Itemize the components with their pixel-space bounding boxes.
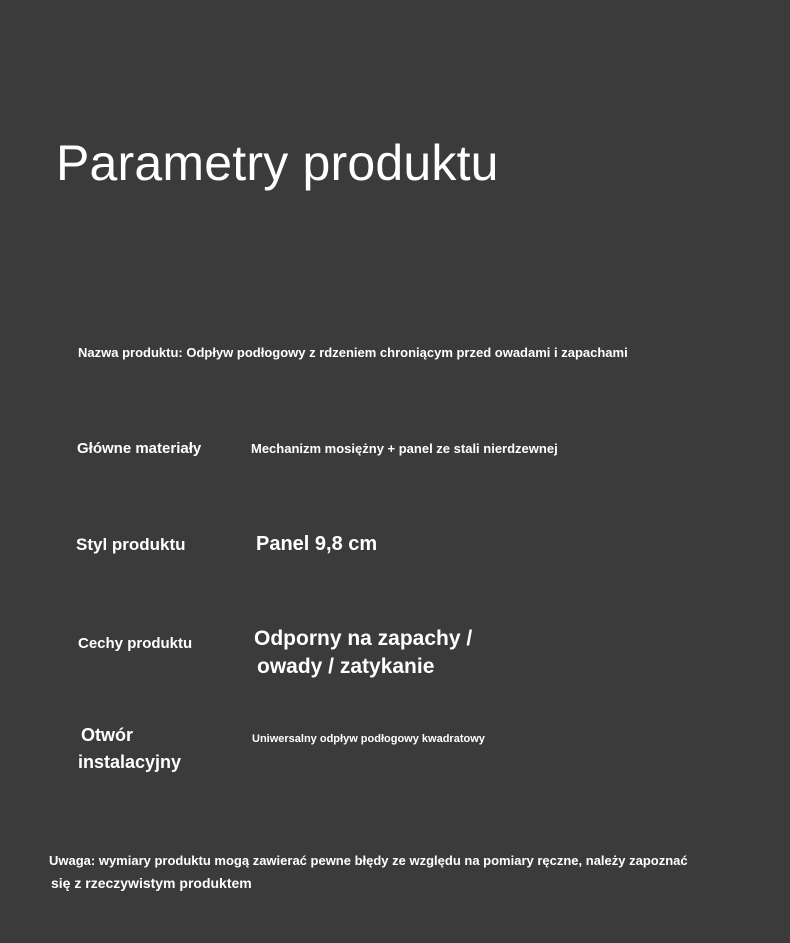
page-title: Parametry produktu <box>56 135 499 191</box>
product-name-text: Nazwa produktu: Odpływ podłogowy z rdzeniem chroniącym przed owadami i zapachami <box>78 345 628 360</box>
features-label: Cechy produktu <box>78 635 193 652</box>
disclaimer-note <box>49 849 688 895</box>
disclaimer-line2: się z rzeczywistym produktem <box>51 875 252 891</box>
materials-label: Główne materiały <box>77 440 202 457</box>
materials-value: Mechanizm mosiężny + panel ze stali nierdzewnej <box>251 441 558 456</box>
opening-label-line2: instalacyjny <box>78 752 182 772</box>
features-value-line1: Odporny na zapachy / <box>254 627 473 650</box>
style-value: Panel 9,8 cm <box>256 533 378 555</box>
disclaimer-line1: Uwaga: wymiary produktu mogą zawierać pewne błędy ze względu na pomiary ręczne, należy zapoznać <box>49 853 688 868</box>
features-value-line2: owady / zatykanie <box>257 655 435 678</box>
opening-label-line1: Otwór <box>81 725 133 745</box>
style-label: Styl produktu <box>76 535 186 554</box>
opening-label <box>78 722 181 776</box>
features-value <box>254 625 472 681</box>
opening-value: Uniwersalny odpływ podłogowy kwadratowy <box>252 733 485 745</box>
